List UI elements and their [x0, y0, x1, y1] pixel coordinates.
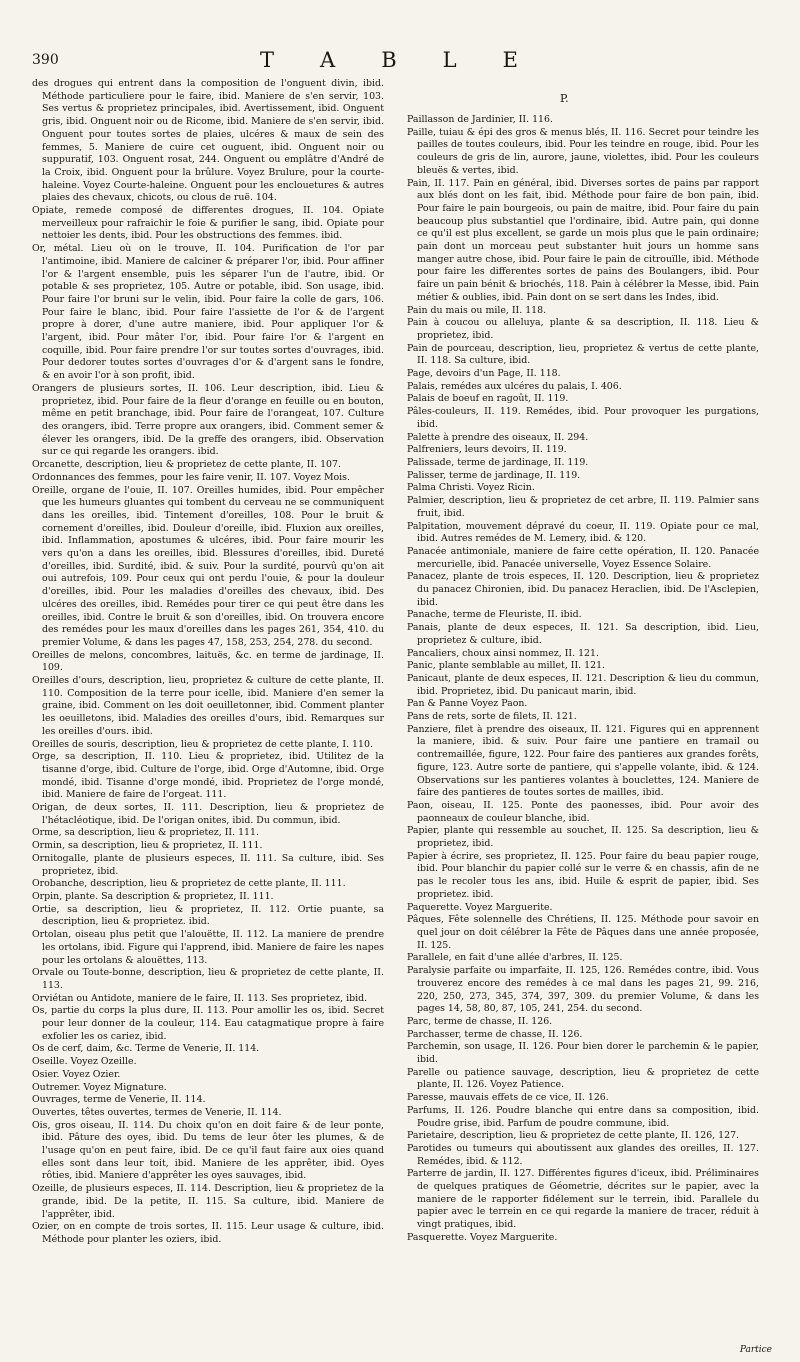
index-entry: Parelle ou patience sauvage, description, lieu & proprietez de cette plante, II. 126. Voyez Patience. [407, 1066, 759, 1091]
index-entry: Pain à coucou ou alleluya, plante & sa description, II. 118. Lieu & proprietez, ibid. [407, 317, 759, 341]
index-entry: Panais, plante de deux especes, II. 121. Sa description, ibid. Lieu, proprietez & culture, ibid. [407, 622, 759, 646]
index-entry: Papier, plante qui ressemble au souchet, II. 125. Sa description, lieu & proprietez, ibid. [407, 825, 759, 850]
index-entry: Pain, II. 117. Pain en général, ibid. Diverses sortes de pains par rapport aux blés dont on les fait, ibid. Méthode pour faire de bon pain, ibid. Pour faire le pain bourgeois, ou pain de maitre, ibid. Pour faire du pain beaucoup plus substantiel que l'ordinaire, ibid. Autre pain, qui donne ce qu'il est plus excellent, se garde un mois plus que le pain ordinaire; pain dont un morceau peut substanter huit jours un homme sans manger autre chose, ibid. Pour faire le pain de citrouïlle, ibid. Méthode pour faire les differentes sortes de pains des Boulangers, ibid. Pour faire un pain bénit & briochés, 118. Pain à célébrer la Messe, ibid. Pain métier & oublies, ibid. Pain dont on se sert dans les Indes, ibid. [407, 177, 759, 303]
index-entry: Opiate, remede composé de differentes drogues, II. 104. Opiate merveilleux pour rafraichir le foie & purifier le sang, ibid. Opiate pour nettoier les dents, ibid. Pour les obstructions des femmes. ibid. [32, 205, 384, 242]
index-entry: Panacée antimoniale, maniere de faire cette opération, II. 120. Panacée mercurielle, ibid. Panacée universelle, Voyez Essence Solaire. [407, 545, 759, 570]
index-entry: Outremer. Voyez Mignature. [32, 1081, 167, 1093]
index-entry: Paresse, mauvais effets de ce vice, II. 126. [407, 1092, 609, 1104]
running-head-letter: A [320, 48, 338, 72]
index-entry: Oreilles de souris, description, lieu & proprietez de cette plante, I. 110. [32, 738, 373, 750]
index-entry: Ortolan, oiseau plus petit que l'alouëtte, II. 112. La maniere de prendre les ortolans, ibid. Figure qui l'apprend, ibid. Maniere de faire les napes pour les ortolans & alouëttes, 113. [32, 929, 384, 966]
index-entry: Palma Christi. Voyez Ricin. [407, 482, 535, 494]
index-entry: Oreilles de melons, concombres, laituës, &c. en terme de jardinage, II. 109. [32, 649, 384, 674]
left-column [32, 78, 384, 1247]
index-entry: Ouvertes, têtes ouvertes, termes de Venerie, II. 114. [32, 1106, 282, 1118]
index-entry: Pâles-couleurs, II. 119. Remédes, ibid. Pour provoquer les purgations, ibid. [407, 406, 759, 430]
page-number: 390 [32, 52, 59, 68]
index-entry: Palisser, terme de jardinage, II. 119. [407, 469, 581, 481]
index-entry: Oreilles d'ours, description, lieu, proprietez & culture de cette plante, II. 110. Composition de la terre pour icelle, ibid. Maniere d'en semer la graine, ibid. Comment on les doit oeuilletonner, ibid. Comment planter les oeuilletons, ibid. Maladies des oreilles d'ours, ibid. Remarques sur les oreilles d'ours. ibid. [32, 675, 384, 737]
index-entry: Orme, sa description, lieu & proprietez, II. 111. [32, 827, 259, 839]
index-entry: Os de cerf, daim, &c. Terme de Venerie, II. 114. [32, 1043, 260, 1055]
index-entry: Pain du mais ou mile, II. 118. [407, 304, 547, 316]
index-entry: Paillasson de Jardinier, II. 116. [407, 114, 553, 125]
index-entry: Orvale ou Toute-bonne, description, lieu & proprietez de cette plante, II. 113. [32, 967, 384, 991]
index-entry: Panache, terme de Fleuriste, II. ibid. [407, 609, 582, 621]
index-entry: Oseille. Voyez Ozeille. [32, 1056, 137, 1068]
index-entry: Ormin, sa description, lieu & proprietez, II. 111. [32, 840, 263, 852]
index-entry: Paille, tuiau & épi des gros & menus blés, II. 116. Secret pour teindre les pailles de toutes couleurs, ibid. Pour les teindre en rouge, ibid. Pour les couleurs de gris de lin, aurore, jaune, violettes, ibid. Pour les couleurs bleuës & vertes, ibid. [407, 126, 759, 176]
index-entry: Palpitation, mouvement dépravé du coeur, II. 119. Opiate pour ce mal, ibid. Autres remédes de M. Lemery, ibid. & 120. [407, 520, 759, 545]
index-entry: Parc, terme de chasse, II. 126. [407, 1015, 553, 1027]
index-entry: Panic, plante semblable au millet, II. 121. [407, 660, 606, 672]
index-entry: Parallele, en fait d'une allée d'arbres, II. 125. [407, 952, 623, 964]
index-entry: Osier. Voyez Ozier. [32, 1068, 121, 1080]
index-entry: Parfums, II. 126. Poudre blanche qui entre dans sa composition, ibid. Poudre grise, ibid. Parfum de poudre commune, ibid. [407, 1104, 759, 1129]
running-head-letter: B [381, 48, 399, 72]
index-entry: Ordonnances des femmes, pour les faire venir, II. 107. Voyez Mois. [32, 471, 350, 483]
index-entry: Or, métal. Lieu où on le trouve, II. 104. Purification de l'or par l'antimoine, ibid. Maniere de calciner & préparer l'or, ibid. Pour affiner l'or & l'argent ensemble, puis les séparer l'un de l'autre, ibid. Or potable & ses proprietez, 105. Autre or potable, ibid. Son usage, ibid. Pour faire l'or bruni sur le velin, ibid. Pour faire la colle de gars, 106. Pour faire le blanc, ibid. Pour faire l'assiette de l'or & de l'argent propre à dorer, d'une autre maniere, ibid. Pour appliquer l'or & l'argent, ibid. Pour mâter l'or, ibid. Pour faire l'or & l'argent en coquille, ibid. Pour faire prendre l'or sur toutes sortes d'ouvrages, ibid. Pour dedorer toutes sortes d'ouvrages d'or & d'argent sans le fondre, & en avoir l'or à son profit, ibid. [32, 243, 384, 382]
index-entry: Palais, remédes aux ulcéres du palais, I. 406. [407, 380, 622, 392]
running-head-letter: L [442, 48, 459, 72]
index-entry: Ornitogalle, plante de plusieurs especes, II. 111. Sa culture, ibid. Ses proprietez, ibid. [32, 852, 384, 877]
index-entry: Palette à prendre des oiseaux, II. 294. [407, 431, 589, 443]
running-head [260, 48, 520, 72]
index-entry: Parchasser, terme de chasse, II. 126. [407, 1028, 583, 1040]
index-entry: Oreille, organe de l'ouie, II. 107. Oreilles humides, ibid. Pour empêcher que les humeurs gluantes qui tombent du cerveau ne se communiquent dans les oreilles, ibid. Tintement d'oreilles, 108. Pour le bruit & cornement d'oreilles, ibid. Douleur d'oreille, ibid. Fluxion aux oreilles, ibid. Inflammation, apostumes & ulcéres, ibid. Pour faire mourir les vers qu'on a dans les oreilles, ibid. Blessures d'oreilles, ibid. Dureté d'oreilles, ibid. Surdité, ibid. & suiv. Pour la surdité, pourvû qu'on ait oui autrefois, 109. Pour ceux qui ont perdu l'ouie, & pour la douleur d'oreilles, ibid. Pour les maladies d'oreilles des chevaux, ibid. Des ulcéres des oreilles, ibid. Remédes pour tirer ce qui peut être dans les oreilles, ibid. Contre le bruit & son d'oreilles, ibid. On trouvera encore des remédes pour les maux d'oreilles dans les pages 261, 354, 410. du premier Volume, & dans les pages 47, 158, 253, 254, 278. du second. [32, 484, 384, 648]
index-entry: Ozier, on en compte de trois sortes, II. 115. Leur usage & culture, ibid. Méthode pour planter les oziers, ibid. [32, 1221, 384, 1245]
index-entry: Panacez, plante de trois especes, II. 120. Description, lieu & proprietez du panacez Chironien, ibid. Du panacez Heraclien, ibid. De l'Asclepien, ibid. [407, 571, 759, 608]
index-entry: Palmier, description, lieu & proprietez de cet arbre, II. 119. Palmier sans fruit, ibid. [407, 495, 759, 519]
index-entry: Panicaut, plante de deux especes, II. 121. Description & lieu du commun, ibid. Proprietez, ibid. Du panicaut marin, ibid. [407, 672, 759, 697]
running-head-letter: T [260, 48, 277, 72]
index-entry: Pan & Panne Voyez Paon. [407, 698, 528, 710]
right-column [407, 114, 759, 1245]
index-entry: Parchemin, son usage, II. 126. Pour bien dorer le parchemin & le papier, ibid. [407, 1041, 759, 1066]
index-entry: des drogues qui entrent dans la composition de l'onguent divin, ibid. Méthode particuliere pour le faire, ibid. Maniere de s'en servir, 103. Ses vertus & proprietez principales, ibid. Avertissement, ibid. Onguent gris, ibid. Onguent noir ou de Ricome, ibid. Maniere de s'en servir, ibid. Onguent pour toutes sortes de plaies, ulcéres & maux de sein des femmes, 5. Maniere de cuire cet ouguent, ibid. Onguent noir ou suppuratif, 103. Onguent rosat, 244. Onguent ou emplâtre d'André de la Croix, ibid. Onguent pour la brûlure. Voyez Brulure, pour la courte-haleine. Voyez Courte-haleine. Onguent pour les enclouetures & autres plaies des chevaux, chicots, ou clous de ruë. 104. [32, 78, 384, 204]
index-entry: Paon, oiseau, II. 125. Ponte des paonesses, ibid. Pour avoir des paonneaux de couleur blanche, ibid. [407, 799, 759, 824]
index-entry: Orpin, plante. Sa description & proprietez, II. 111. [32, 891, 274, 902]
index-entry: Ois, gros oiseau, II. 114. Du choix qu'on en doit faire & de leur ponte, ibid. Pâture des oyes, ibid. Du tems de leur ôter les plumes, & de l'usage qu'on en peut faire, ibid. De ce qu'il faut faire aux oies quand elles sont dans leur toit, ibid. Maniere de les apprêter, ibid. Oyes rôties, ibid. Maniere d'apprêter les oyes sauvages, ibid. [32, 1119, 384, 1182]
index-entry: Paquerette. Voyez Marguerite. [407, 901, 553, 913]
index-entry: Pans de rets, sorte de filets, II. 121. [407, 711, 577, 723]
index-entry: Parietaire, description, lieu & proprietez de cette plante, II. 126, 127. [407, 1130, 740, 1142]
index-entry: Orcanette, description, lieu & proprietez de cette plante, II. 107. [32, 459, 341, 471]
index-entry: Papier à écrire, ses proprietez, II. 125. Pour faire du beau papier rouge, ibid. Pour blanchir du papier collé sur le verre & en chassis, afin de ne pas le recoler tous les ans, ibid. Huile & esprit de papier, ibid. Ses proprietez. ibid. [407, 850, 759, 900]
running-head-letter: E [502, 48, 520, 72]
index-entry: Ouvrages, terme de Venerie, II. 114. [32, 1094, 206, 1106]
section-letter: P. [560, 92, 569, 105]
index-entry: Ortie, sa description, lieu & proprietez, II. 112. Ortie puante, sa description, lieu & proprietez. ibid. [32, 903, 384, 928]
index-entry: Pancaliers, choux ainsi nommez, II. 121. [407, 647, 599, 659]
index-entry: Pasquerette. Voyez Marguerite. [407, 1231, 558, 1243]
index-entry: Palais de boeuf en ragoût, II. 119. [407, 393, 569, 405]
catchword: Partice [739, 1345, 772, 1355]
index-entry: Paralysie parfaite ou imparfaite, II. 125, 126. Remédes contre, ibid. Vous trouverez encore des remédes à ce mal dans les pages 21, 99. 216, 220, 250, 273, 345, 374, 397, 309. du premier Volume, & dans les pages 14, 58, 80, 87, 105, 241, 254. du second. [407, 965, 759, 1015]
index-entry: Pâques, Fête solennelle des Chrétiens, II. 125. Méthode pour savoir en quel jour on doit célébrer la Fête de Pâques dans une année proposée, II. 125. [407, 914, 759, 951]
index-entry: Orobanche, description, lieu & proprietez de cette plante, II. 111. [32, 878, 346, 890]
index-entry: Palissade, terme de jardinage, II. 119. [407, 456, 589, 468]
index-entry: Parotides ou tumeurs qui aboutissent aux glandes des oreilles, II. 127. Remédes, ibid. & 112. [407, 1142, 759, 1167]
index-entry: Parterre de jardin, II. 127. Différentes figures d'iceux, ibid. Préliminaires de quelques pratiques de Géometrie, décrites sur le papier, avec la maniere de le rapporter fidélement sur le terrein, ibid. Parallele du papier avec le terrein en ce qui regarde la maniere de tracer, réduit à vingt pratiques, ibid. [407, 1168, 759, 1231]
index-entry: Orge, sa description, II. 110. Lieu & proprietez, ibid. Utilitez de la tisanne d'orge, ibid. Culture de l'orge, ibid. Orge d'Automne, ibid. Orge mondé, ibid. Tisanne d'orge mondé, ibid. Proprietez de l'orge mondé, ibid. Maniere de faire de l'orgeat. 111. [32, 751, 384, 801]
index-entry: Os, partie du corps la plus dure, II. 113. Pour amollir les os, ibid. Secret pour leur donner de la couleur, 114. Eau catagmatique propre à faire exfolier les os cariez, ibid. [32, 1005, 384, 1042]
index-entry: Pain de pourceau, description, lieu, proprietez & vertus de cette plante, II. 118. Sa culture, ibid. [407, 342, 759, 367]
index-entry: Origan, de deux sortes, II. 111. Description, lieu & proprietez de l'hétacléotique, ibid. De l'origan onites, ibid. Du commun, ibid. [32, 802, 384, 826]
index-entry: Ozeille, de plusieurs especes, II. 114. Description, lieu & proprietez de la grande, ibid. De la petite, II. 115. Sa culture, ibid. Maniere de l'apprêter, ibid. [32, 1183, 384, 1220]
index-entry: Palfreniers, leurs devoirs, II. 119. [407, 444, 567, 456]
index-entry: Page, devoirs d'un Page, II. 118. [407, 368, 561, 380]
index-entry: Orangers de plusieurs sortes, II. 106. Leur description, ibid. Lieu & proprietez, ibid. Pour faire de la fleur d'orange en feuille ou en bouton, même en petit branchage, ibid. Pour faire de l'orangeat, 107. Culture des orangers, ibid. Terre propre aux orangers, ibid. Comment semer & élever les orangers, ibid. De la greffe des orangers, ibid. Observation sur ce qui regarde les orangers. ibid. [32, 382, 384, 458]
index-entry: Panziere, filet à prendre des oiseaux, II. 121. Figures qui en apprennent la maniere, ibid. & suiv. Pour faire une pantiere en tramail ou contremaillée, figure, 122. Pour faire des pantieres aux grandes forêts, figure, 123. Autre sorte de pantiere, qui s'appelle volante, ibid. & 124. Observations sur les pantieres volantes à bouclettes, 124. Maniere de faire des pantieres de toutes sortes de mailles, ibid. [407, 723, 759, 799]
index-entry: Orviétan ou Antidote, maniere de le faire, II. 113. Ses proprietez, ibid. [32, 992, 368, 1004]
